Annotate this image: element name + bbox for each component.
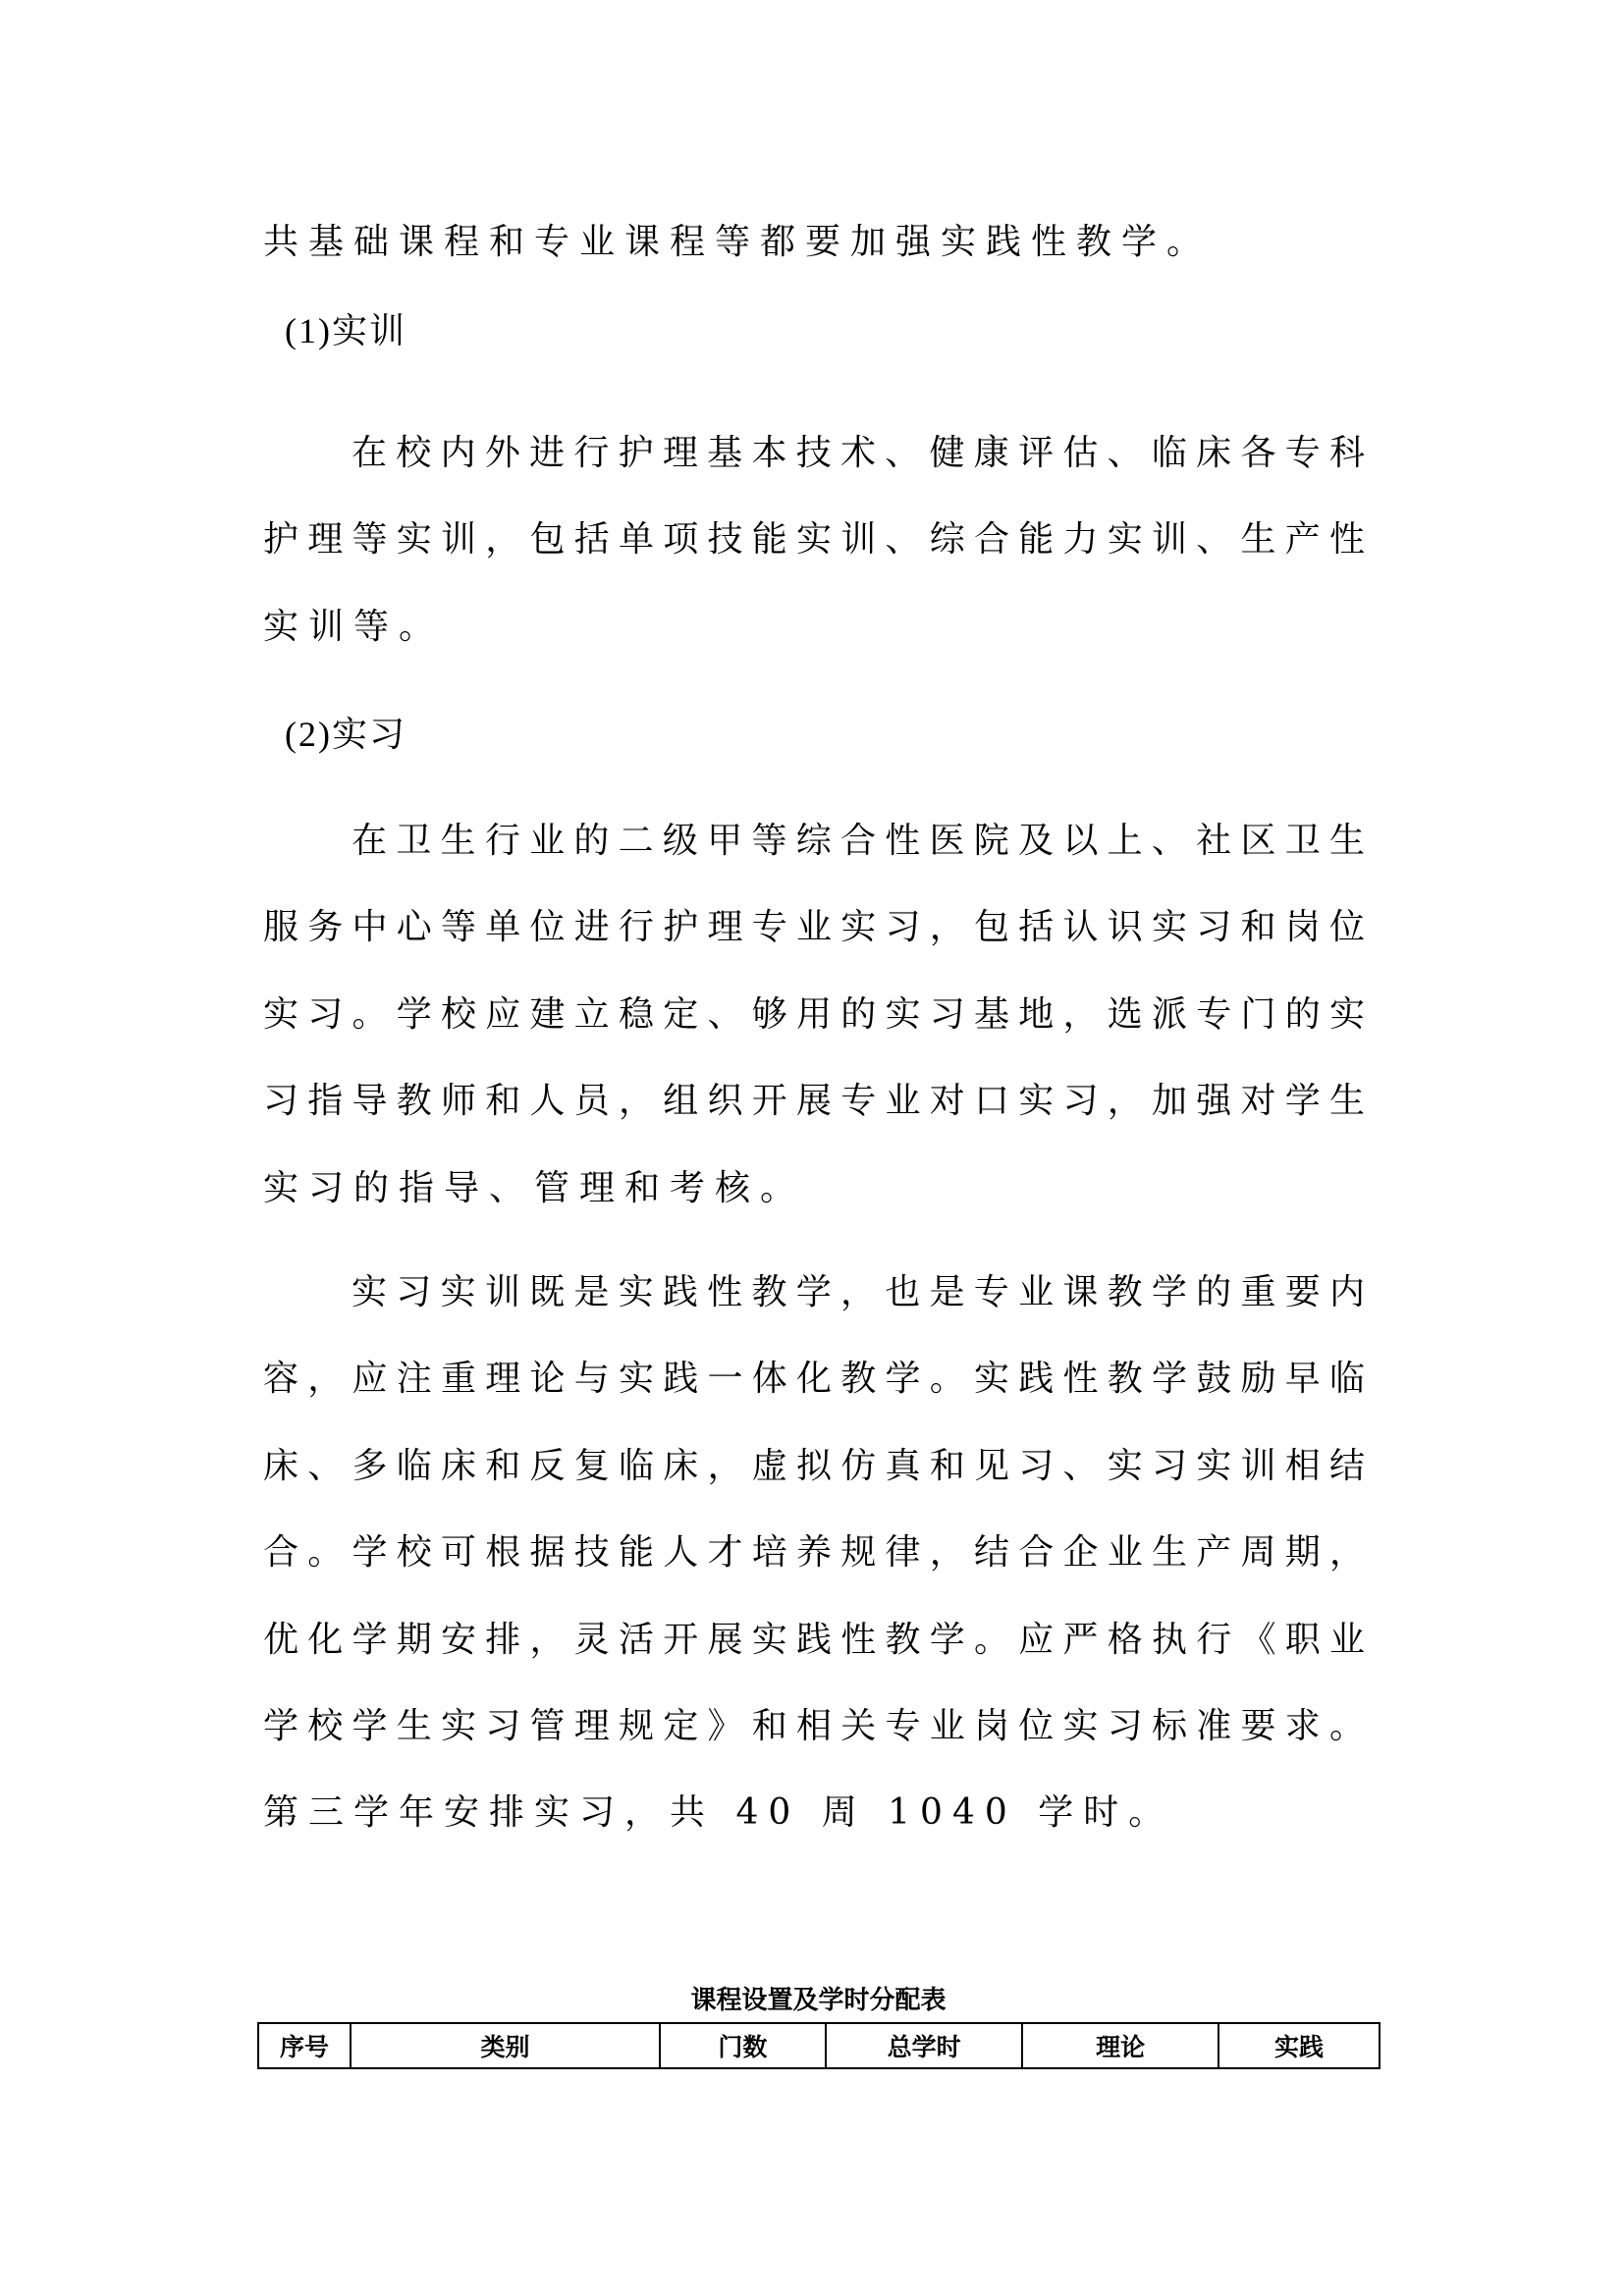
paragraph-line: 合。学校可根据技能人才培养规律，结合企业生产周期， [263,1532,1367,1573]
paragraph-line: 学校学生实习管理规定》和相关专业岗位实习标准要求。 [263,1706,1367,1746]
column-header-total-hours: 总学时 [826,2023,1023,2068]
course-hours-table [257,2022,1380,2069]
table-title: 课程设置及学时分配表 [690,1986,947,2015]
paragraph-line: 习指导教师和人员，组织开展专业对口实习，加强对学生 [263,1081,1367,1121]
column-header-practice: 实践 [1218,2023,1380,2068]
column-header-theory: 理论 [1022,2023,1218,2068]
paragraph-line: 床、多临床和反复临床，虚拟仿真和见习、实习实训相结 [263,1446,1367,1486]
paragraph-line: 服务中心等单位进行护理专业实习，包括认识实习和岗位 [263,907,1367,947]
paragraph-line: 实习的指导、管理和考核。 [263,1168,806,1208]
column-header-course-count: 门数 [660,2023,826,2068]
paragraph-line: 实习实训既是实践性教学，也是专业课教学的重要内 [352,1272,1367,1312]
paragraph-line-intro-tail: 共基础课程和专业课程等都要加强实践性教学。 [263,222,1213,262]
column-header-category: 类别 [351,2023,660,2068]
column-header-index: 序号 [258,2023,351,2068]
section-heading-internship: (2)实习 [285,715,406,754]
paragraph-line: 容，应注重理论与实践一体化教学。实践性教学鼓励早临 [263,1359,1367,1399]
paragraph-line: 护理等实训，包括单项技能实训、综合能力实训、生产性 [263,519,1367,560]
paragraph-line-internship-total: 第三学年安排实习，共 40 周 1040 学时。 [263,1792,1174,1833]
paragraph-line: 在卫生行业的二级甲等综合性医院及以上、社区卫生 [352,821,1367,861]
paragraph-line: 在校内外进行护理基本技术、健康评估、临床各专科 [352,433,1367,473]
table-header-row [258,2023,1380,2068]
paragraph-line: 实训等。 [263,607,445,647]
section-heading-practical-training: (1)实训 [285,311,406,350]
paragraph-line: 优化学期安排，灵活开展实践性教学。应严格执行《职业 [263,1620,1367,1660]
paragraph-line: 实习。学校应建立稳定、够用的实习基地，选派专门的实 [263,994,1367,1035]
